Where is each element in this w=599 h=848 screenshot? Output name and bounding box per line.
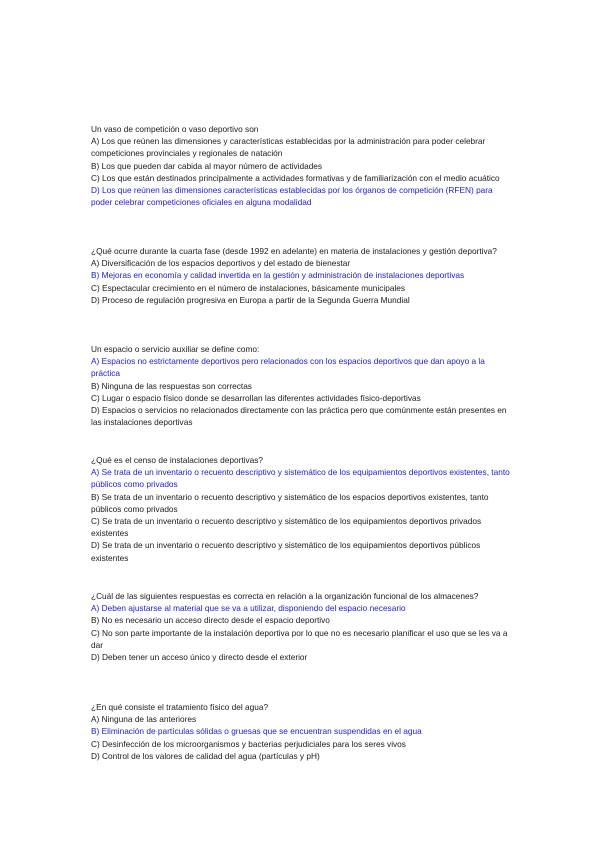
answer-option-a-correct: A) Se trata de un inventario o recuento descriptivo y sistemático de los equipamientos deportivos existentes, tanto públicos como privados (91, 467, 510, 490)
answer-option-a: A) Ninguna de las anteriores (91, 714, 197, 725)
answer-option-b: B) Ninguna de las respuestas son correctas (91, 380, 252, 391)
question-stem: Un espacio o servicio auxiliar se define como: (91, 344, 260, 354)
answer-option-b-correct: B) Eliminación de partículas sólidas o gruesas que se encuentran suspendidas en el agua (91, 726, 422, 737)
answer-option-d-correct: D) Los que reúnen las dimensiones características establecidas por los órganos de competición (RFEN) para poder celebrar competiciones oficiales en alguna modalidad (91, 185, 493, 208)
answer-option-b: B) Se trata de un inventario o recuento descriptivo y sistemático de los espacios deportivos existentes, tanto públicos como privados (91, 491, 489, 514)
answer-option-c: C) Lugar o espacio físico donde se desarrollan las diferentes actividades físico-deportivas (91, 392, 421, 403)
answer-option-d: D) Proceso de regulación progresiva en Europa a partir de la Segunda Guerra Mundial (91, 294, 410, 305)
question-block (91, 343, 516, 428)
answer-option-c: C) Los que están destinados principalmente a actividades formativas y de familiarización con el medio acuático (91, 172, 500, 183)
answer-option-a-correct: A) Deben ajustarse al material que se va a utilizar, disponiendo del espacio necesario (91, 603, 406, 614)
question-block (91, 245, 516, 306)
question-stem: ¿Qué es el censo de instalaciones deportivas? (91, 455, 264, 465)
answer-option-d: D) Espacios o servicios no relacionados directamente con las práctica pero que comúnmente están presentes en las instalaciones deportivas (91, 405, 507, 428)
answer-option-d: D) Se trata de un inventario o recuento descriptivo y sistemático de los equipamientos deportivos públicos existentes (91, 540, 481, 563)
question-block (91, 123, 516, 208)
answer-option-b: B) No es necesario un acceso directo desde el espacio deportivo (91, 615, 330, 626)
question-block (91, 590, 516, 663)
question-block (91, 454, 516, 564)
answer-option-b: B) Los que pueden dar cabida al mayor número de actividades (91, 160, 323, 171)
answer-option-c: C) Desinfección de los microorganismos y bacterias perjudiciales para los seres vivos (91, 738, 406, 749)
question-block (91, 701, 516, 762)
question-stem: Un vaso de competición o vaso deportivo son (91, 124, 259, 134)
question-stem: ¿Cuál de las siguientes respuestas es correcta en relación a la organización funcional de los almacenes? (91, 591, 479, 601)
question-stem: ¿Qué ocurre durante la cuarta fase (desde 1992 en adelante) en materia de instalaciones y gestión deportiva? (91, 246, 497, 256)
answer-option-d: D) Deben tener un acceso único y directo desde el exterior (91, 652, 308, 663)
answer-option-a: A) Diversificación de los espacios deportivos y del estado de bienestar (91, 258, 351, 269)
answer-option-a-correct: A) Espacios no estrictamente deportivos pero relacionados con los espacios deportivos que dan apoyo a la práctica (91, 356, 485, 379)
answer-option-a: A) Los que reúnen las dimensiones y características establecidas por la administración para poder celebrar competiciones provinciales y regionales de natación (91, 136, 486, 159)
answer-option-c: C) No son parte importante de la instalación deportiva por lo que no es necesario planificar el uso que se les va a dar (91, 627, 508, 650)
answer-option-d: D) Control de los valores de calidad del agua (partículas y pH) (91, 750, 320, 761)
question-stem: ¿En qué consiste el tratamiento físico del agua? (91, 702, 269, 712)
answer-option-c: C) Se trata de un inventario o recuento descriptivo y sistemático de los equipamientos deportivos privados existentes (91, 516, 482, 539)
answer-option-c: C) Espectacular crecimiento en el número de instalaciones, básicamente municipales (91, 282, 406, 293)
answer-option-b-correct: B) Mejoras en economía y calidad invertida en la gestión y administración de instalaciones deportivas (91, 270, 465, 281)
